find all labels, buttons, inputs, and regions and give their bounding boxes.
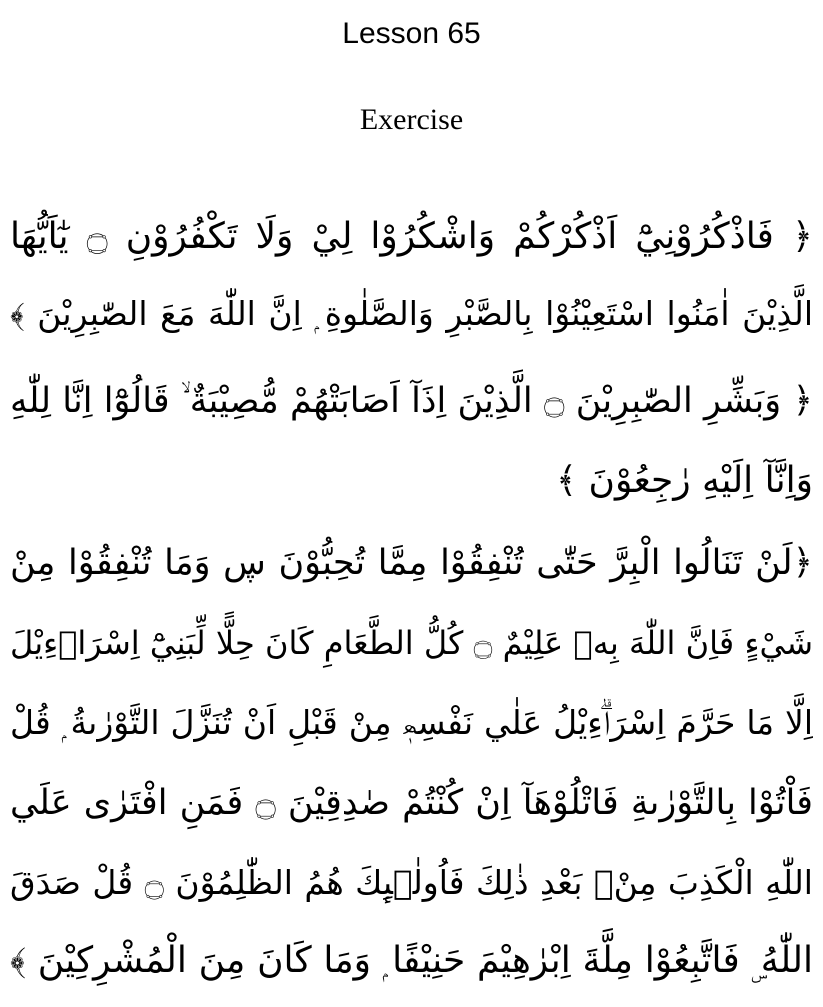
- verse-line: اللّٰهِ الْكَذِبَ مِنْۢ بَعْدِ ذٰلِكَ فَاُولٰۗىِٕكَ ھُمُ الظّٰلِمُوْنَ ۝ قُلْ صَدَقَ: [10, 863, 813, 902]
- verse-line: شَيْءٍ فَاِنَّ اللّٰهَ بِهٖ عَلِيْمٌ ۝ كُلُّ الطَّعَامِ كَانَ حِلًّا لِّبَنِيْٓ اِسْرَاۗءِيْلَ: [10, 624, 813, 662]
- verse-line: فَاْتُوْا بِالتَّوْرٰىةِ فَاتْلُوْھَآ اِنْ كُنْتُمْ صٰدِقِيْنَ ۝ فَمَنِ افْتَرٰى عَلَي: [10, 783, 813, 823]
- verse-line: ﴿ فَاذْكُرُوْنِيْٓ اَذْكُرْكُمْ وَاشْكُرُوْا لِيْ وَلَا تَكْفُرُوْنِ ۝ يٰٓاَيُّهَا: [10, 216, 813, 257]
- page-title: Lesson 65: [342, 17, 481, 50]
- verse-line: ﴿لَنْ تَنَالُوا الْبِرَّ حَتّٰى تُنْفِقُوْا مِمَّا تُحِبُّوْنَ ڛ وَمَا تُنْفِقُوْا مِنْ: [10, 543, 813, 583]
- verse-line: ﴿ وَبَشِّرِ الصّٰبِرِيْنَ ۝ الَّذِيْنَ اِذَآ اَصَابَتْهُمْ مُّصِيْبَةٌ ۙ قَالُوْٓا اِنَّا لِلّٰهِ: [10, 381, 813, 421]
- verse-line: اللّٰهُ ۣ فَاتَّبِعُوْا مِلَّةَ اِبْرٰهِيْمَ حَنِيْفًا ۭ وَمَا كَانَ مِنَ الْمُشْرِكِيْنَ ﴾: [10, 940, 813, 981]
- verse-line: الَّذِيْنَ اٰمَنُوا اسْتَعِيْنُوْا بِالصَّبْرِ وَالصَّلٰوةِ ۭ اِنَّ اللّٰهَ مَعَ الصّٰبِرِيْنَ ﴾: [10, 294, 813, 333]
- verse-line: وَاِنَّآ اِلَيْهِ رٰجِعُوْنَ ﴾: [556, 460, 813, 501]
- section-title: Exercise: [359, 103, 464, 136]
- verse-line: اِلَّا مَا حَرَّمَ اِسْرَاۗءِيْلُ عَلٰي نَفْسِھٖ مِنْ قَبْلِ اَنْ تُنَزَّلَ التَّوْرٰىةُ ۭ قُلْ: [10, 703, 813, 742]
